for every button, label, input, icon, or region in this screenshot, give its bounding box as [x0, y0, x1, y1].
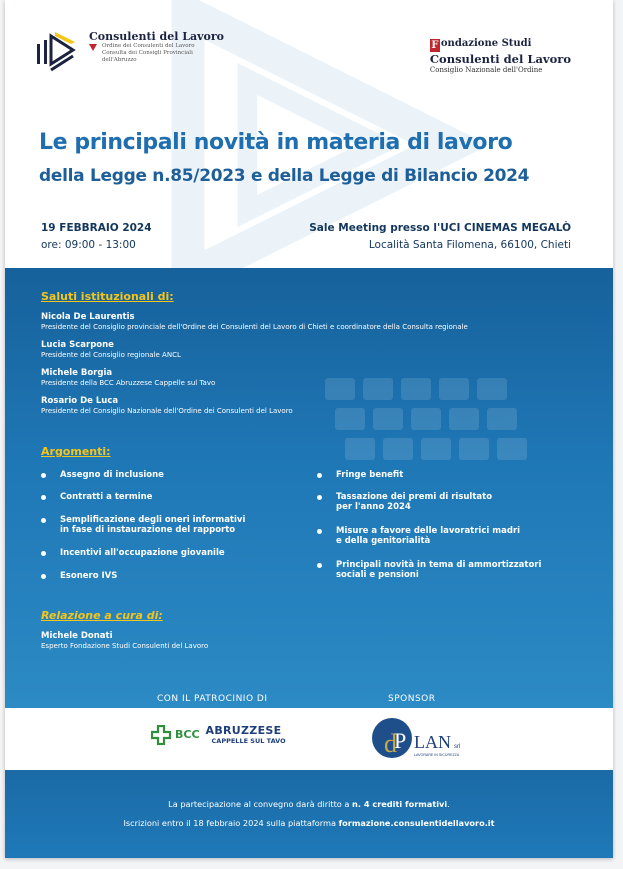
saluti-heading: Saluti istituzionali di:	[41, 290, 174, 303]
event-venue: Sale Meeting presso l'UCI CINEMAS MEGALÒ	[309, 222, 571, 234]
relazione-heading: Relazione a cura di:	[41, 609, 163, 622]
bullet-icon	[317, 529, 322, 534]
argomenti-heading: Argomenti:	[41, 445, 111, 458]
credits-note	[5, 799, 613, 809]
speaker-role: Presidente della BCC Abruzzese Cappelle sul Tavo	[41, 379, 216, 387]
event-date: 19 FEBBRAIO 2024	[41, 222, 152, 234]
topic-text: Semplificazione degli oneri informativi	[60, 515, 246, 525]
topic-item	[60, 548, 225, 558]
bullet-icon	[317, 473, 322, 478]
topic-text: Misure a favore delle lavoratrici madri	[336, 526, 521, 536]
fs-line-2: Consulenti del Lavoro	[429, 52, 571, 66]
topic-text: Contratti a termine	[60, 492, 153, 502]
plan-srl-logo	[370, 714, 470, 762]
speaker	[41, 368, 215, 387]
topic-item	[336, 560, 541, 580]
credits-count: n. 4 crediti formativi	[352, 799, 448, 809]
speaker	[41, 396, 293, 415]
svg-text:P: P	[394, 728, 407, 753]
topic-text: sociali e pensioni	[336, 570, 419, 580]
fondazione-studi-logo	[430, 38, 571, 74]
consulenti-lavoro-abruzzo-logo	[33, 30, 224, 78]
red-triangle-icon	[89, 44, 97, 51]
speaker-name: Rosario De Luca	[41, 396, 119, 406]
cdl-sub-line: dell'Abruzzo	[102, 57, 137, 63]
topic-item	[60, 571, 117, 581]
main-title: Le principali novità in materia di lavoro	[39, 130, 513, 155]
registration-site: formazione.consulentidellavoro.it	[338, 818, 495, 828]
plan-srl: srl	[454, 744, 461, 750]
fs-initial: F	[431, 40, 439, 51]
event-time: ore: 09:00 - 13:00	[41, 239, 136, 251]
fs-line-1-text: ondazione Studi	[440, 38, 532, 49]
bullet-icon	[41, 473, 46, 478]
bcc-name: ABRUZZESE	[205, 724, 282, 737]
bcc-cross-icon	[151, 725, 171, 745]
speaker-role: Presidente del Consiglio regionale ANCL	[41, 351, 181, 359]
bcc-abruzzese-logo	[151, 724, 286, 745]
fs-line-1	[430, 38, 571, 52]
bullet-icon	[317, 563, 322, 568]
registration-text: Iscrizioni entro il 18 febbraio 2024 sulla piattaforma	[123, 818, 339, 828]
cdl-sub-line: Consulta dei Consigli Provinciali	[102, 50, 193, 56]
sponsor-band	[5, 708, 613, 770]
fs-line-3: Consiglio Nazionale dell'Ordine	[429, 66, 543, 74]
credits-text-end: .	[447, 799, 450, 809]
bullet-icon	[41, 551, 46, 556]
main-subtitle: della Legge n.85/2023 e della Legge di Bilancio 2024	[39, 166, 530, 186]
registration-note	[5, 818, 613, 828]
bcc-place: CAPPELLE SUL TAVO	[211, 737, 286, 745]
topic-text: Esonero IVS	[60, 571, 118, 581]
topic-text: Principali novità in tema di ammortizzatori	[336, 560, 542, 570]
flyer-page	[5, 0, 613, 858]
speaker	[41, 340, 181, 359]
topic-item	[336, 470, 403, 480]
cdl-sub-line: Ordine dei Consulenti del Lavoro	[102, 43, 195, 49]
topic-text: Fringe benefit	[336, 470, 404, 480]
speaker-name: Nicola De Laurentis	[41, 312, 135, 322]
plan-tagline: LAVORARE IN SICUREZZA	[414, 753, 460, 757]
topic-item	[60, 515, 245, 535]
topic-text: per l'anno 2024	[336, 502, 411, 512]
speaker-name: Michele Borgia	[41, 368, 113, 378]
footer-panel	[5, 770, 613, 858]
cdl-subtitle	[89, 43, 224, 64]
topic-text: e della genitorialità	[336, 536, 431, 546]
topic-text: Assegno di inclusione	[60, 470, 164, 480]
speaker-role: Presidente del Consiglio provinciale dell'Ordine dei Consulenti del Lavoro di Chieti e coordinatore della Consulta regionale	[41, 323, 468, 331]
patrocinio-label: CON IL PATROCINIO DI	[157, 694, 268, 704]
sponsor-label: SPONSOR	[388, 694, 436, 704]
speaker-name: Lucia Scarpone	[41, 340, 114, 350]
speaker-name: Michele Donati	[41, 631, 113, 641]
cdl-name: Consulenti del Lavoro	[89, 30, 224, 43]
bullet-icon	[41, 518, 46, 523]
bullet-icon	[41, 574, 46, 579]
cdl-mark-icon	[33, 30, 81, 78]
speaker-role: Presidente del Consiglio Nazionale dell'Ordine dei Consulenti del Lavoro	[41, 407, 293, 415]
speaker	[41, 312, 468, 331]
bcc-short: BCC	[175, 728, 200, 741]
bullet-icon	[41, 495, 46, 500]
topic-text: in fase di instaurazione del rapporto	[60, 525, 236, 535]
bcc-name-block	[206, 724, 286, 745]
topic-text: Incentivi all'occupazione giovanile	[60, 548, 225, 558]
topic-item	[336, 526, 520, 546]
speaker-role: Esperto Fondazione Studi Consulenti del Lavoro	[41, 642, 209, 650]
svg-text:d: d	[384, 729, 397, 758]
bullet-icon	[317, 495, 322, 500]
event-address: Località Santa Filomena, 66100, Chieti	[368, 239, 571, 251]
keyboard-background-image	[305, 338, 605, 588]
credits-text: La partecipazione al convegno darà diritto a	[168, 799, 353, 809]
topic-text: Tassazione dei premi di risultato	[336, 492, 493, 502]
topic-item	[336, 492, 492, 512]
topic-item	[60, 492, 152, 502]
speaker	[41, 631, 208, 650]
topic-item	[60, 470, 164, 480]
plan-letters: LAN	[414, 732, 451, 752]
